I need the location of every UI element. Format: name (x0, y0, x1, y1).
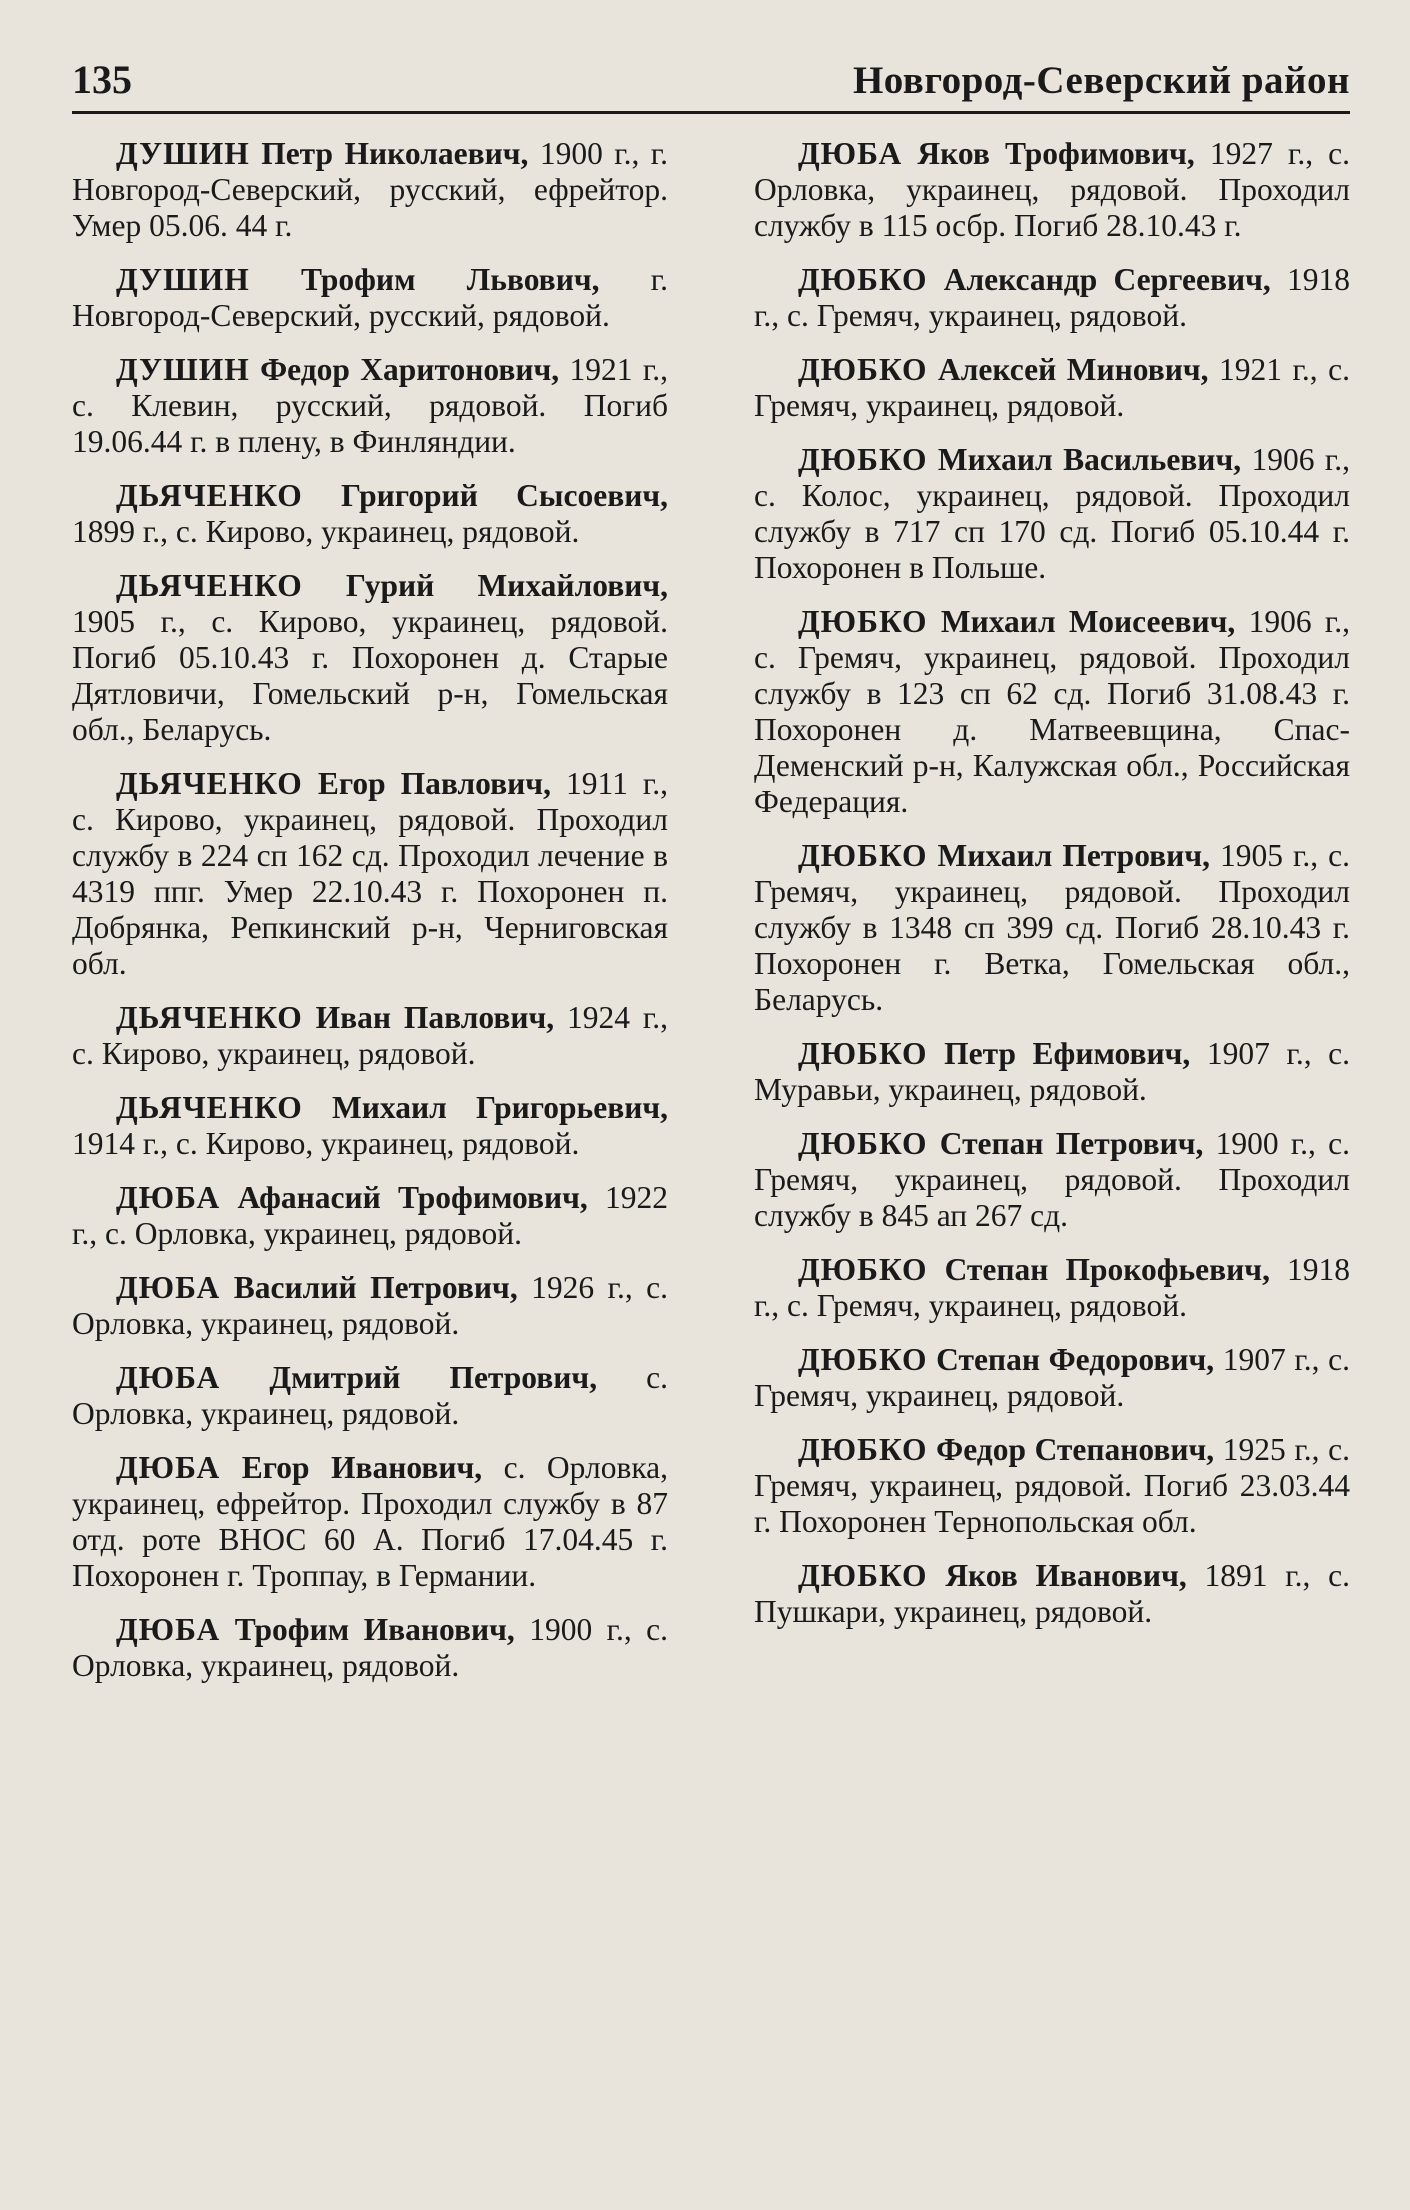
person-name (116, 352, 559, 387)
person-entry (754, 136, 1350, 244)
page-header (72, 56, 1350, 114)
person-details: 1906 г., с. Колос, украинец, рядовой. Проходил службу в 717 сп 170 сд. Погиб 05.10.44 г. Похоронен в Польше. (754, 442, 1351, 585)
right-column (754, 136, 1350, 1702)
person-details: 1905 г., с. Кирово, украинец, рядовой. Погиб 05.10.43 г. Похоронен д. Старые Дятловичи, Гомельский р-н, Гомельская обл., Беларусь. (72, 604, 668, 747)
person-details: 1907 г., с. Муравьи, украинец, рядовой. (754, 1036, 1351, 1107)
person-given-names: Егор Иванович, (241, 1450, 483, 1485)
person-details: 1921 г., с. Гремяч, украинец, рядовой. (754, 352, 1350, 423)
person-entry (72, 1450, 668, 1594)
person-given-names: Василий Петрович, (233, 1270, 518, 1305)
district-title: Новгород-Северский район (852, 59, 1350, 102)
person-surname: ДУШИН (116, 136, 250, 171)
person-name (116, 478, 668, 513)
person-details: 1914 г., с. Кирово, украинец, рядовой. (72, 1126, 580, 1161)
person-given-names: Егор Павлович, (317, 766, 551, 801)
person-surname: ДЮБКО (798, 352, 928, 387)
person-details: 1918 г., с. Гремяч, украинец, рядовой. (754, 262, 1350, 333)
person-surname: ДЮБКО (798, 1432, 928, 1467)
person-given-names: Степан Прокофьевич, (944, 1252, 1270, 1287)
person-entry (754, 1252, 1350, 1324)
person-surname: ДЮБКО (798, 262, 928, 297)
person-given-names: Трофим Львович, (301, 262, 600, 297)
person-entry (754, 1126, 1350, 1234)
person-details: 1900 г., с. Гремяч, украинец, рядовой. Проходил службу в 845 ап 267 сд. (754, 1126, 1350, 1233)
person-details: 1922 г., с. Орловка, украинец, рядовой. (72, 1180, 669, 1251)
person-details: 1927 г., с. Орловка, украинец, рядовой. Проходил службу в 115 осбр. Погиб 28.10.43 г. (754, 136, 1351, 243)
person-given-names: Дмитрий Петрович, (269, 1360, 598, 1395)
person-details: с. Орловка, украинец, ефрейтор. Проходил службу в 87 отд. роте ВНОС 60 А. Погиб 17.04.45 г. Похоронен г. Троппау, в Германии. (72, 1450, 669, 1593)
person-entry (72, 478, 668, 550)
person-name (116, 136, 528, 171)
person-name (798, 1558, 1187, 1593)
person-name (116, 1000, 554, 1035)
person-entry (754, 1432, 1350, 1540)
person-entry (754, 604, 1350, 820)
person-name (116, 1180, 588, 1215)
person-name (116, 262, 599, 297)
person-name (798, 1342, 1214, 1377)
person-details: 1891 г., с. Пушкари, украинец, рядовой. (754, 1558, 1351, 1629)
person-details: 1900 г., г. Новгород-Северский, русский, ефрейтор. Умер 05.06. 44 г. (72, 136, 669, 243)
person-name (798, 838, 1210, 873)
person-entry (72, 766, 668, 982)
person-entry (754, 442, 1350, 586)
person-details: 1905 г., с. Гремяч, украинец, рядовой. Проходил службу в 1348 сп 399 сд. Погиб 28.10.43 г. Похоронен г. Ветка, Гомельская обл., Беларусь. (754, 838, 1350, 1017)
person-given-names: Яков Трофимович, (917, 136, 1195, 171)
person-entry (72, 262, 668, 334)
person-entry (72, 136, 668, 244)
person-surname: ДЮБКО (798, 1126, 928, 1161)
person-surname: ДЮБКО (798, 442, 928, 477)
person-surname: ДЬЯЧЕНКО (116, 766, 303, 801)
person-surname: ДУШИН (116, 262, 250, 297)
person-entry (754, 1558, 1350, 1630)
person-name (116, 1612, 515, 1647)
person-given-names: Петр Николаевич, (261, 136, 529, 171)
person-given-names: Федор Харитонович, (260, 352, 560, 387)
person-name (798, 604, 1235, 639)
person-given-names: Михаил Григорьевич, (332, 1090, 668, 1125)
person-name (798, 1432, 1214, 1467)
person-name (798, 442, 1241, 477)
person-name (798, 262, 1271, 297)
person-entry (72, 352, 668, 460)
text-columns (72, 136, 1350, 1702)
person-surname: ДЮБКО (798, 1342, 928, 1377)
person-entry (754, 838, 1350, 1018)
person-name (116, 766, 551, 801)
person-details: 1911 г., с. Кирово, украинец, рядовой. Проходил службу в 224 сп 162 сд. Проходил лечение в 4319 ппг. Умер 22.10.43 г. Похоронен п. Добрянка, Репкинский р-н, Черниговская обл. (72, 766, 668, 981)
person-details: 1906 г., с. Гремяч, украинец, рядовой. Проходил службу в 123 сп 62 сд. Погиб 31.08.43 г. Похоронен д. Матвеевщина, Спас-Деменский р-н, Калужская обл., Российская Федерация. (754, 604, 1351, 819)
person-surname: ДЮБКО (798, 604, 928, 639)
person-details: 1921 г., с. Клевин, русский, рядовой. Погиб 19.06.44 г. в плену, в Финляндии. (72, 352, 668, 459)
person-entry (754, 262, 1350, 334)
person-details: 1899 г., с. Кирово, украинец, рядовой. (72, 514, 580, 549)
person-given-names: Григорий Сысоевич, (341, 478, 668, 513)
person-surname: ДЬЯЧЕНКО (116, 478, 303, 513)
person-given-names: Степан Петрович, (939, 1126, 1204, 1161)
person-name (798, 352, 1209, 387)
person-given-names: Иван Павлович, (315, 1000, 555, 1035)
person-surname: ДЮБА (116, 1270, 221, 1305)
person-details: г. Новгород-Северский, русский, рядовой. (72, 262, 668, 333)
person-surname: ДЮБА (116, 1360, 221, 1395)
person-surname: ДЮБКО (798, 838, 928, 873)
person-entry (72, 1000, 668, 1072)
left-column (72, 136, 668, 1702)
person-name (798, 1252, 1270, 1287)
person-name (798, 1126, 1203, 1161)
person-given-names: Степан Федорович, (936, 1342, 1215, 1377)
person-surname: ДЮБА (116, 1612, 221, 1647)
person-details: 1926 г., с. Орловка, украинец, рядовой. (72, 1270, 669, 1341)
person-name (798, 136, 1195, 171)
person-surname: ДЬЯЧЕНКО (116, 1000, 303, 1035)
person-surname: ДЮБА (116, 1450, 221, 1485)
person-name (116, 1270, 518, 1305)
page-number: 135 (72, 57, 132, 102)
person-surname: ДЬЯЧЕНКО (116, 568, 303, 603)
person-given-names: Петр Ефимович, (944, 1036, 1191, 1071)
person-surname: ДЮБА (116, 1180, 221, 1215)
person-name (116, 1090, 668, 1125)
person-surname: ДЮБКО (798, 1558, 928, 1593)
person-details: 1924 г., с. Кирово, украинец, рядовой. (72, 1000, 669, 1071)
person-name (116, 1360, 597, 1395)
person-details: 1925 г., с. Гремяч, украинец, рядовой. Погиб 23.03.44 г. Похоронен Тернопольская обл. (754, 1432, 1350, 1539)
person-entry (72, 568, 668, 748)
person-given-names: Михаил Моисеевич, (940, 604, 1236, 639)
person-details: с. Орловка, украинец, рядовой. (72, 1360, 669, 1431)
person-surname: ДЮБКО (798, 1252, 928, 1287)
person-given-names: Михаил Петрович, (937, 838, 1210, 873)
person-surname: ДЮБА (798, 136, 903, 171)
person-given-names: Александр Сергеевич, (943, 262, 1271, 297)
person-details: 1900 г., с. Орловка, украинец, рядовой. (72, 1612, 668, 1683)
person-entry (72, 1180, 668, 1252)
person-given-names: Федор Степанович, (936, 1432, 1215, 1467)
person-given-names: Яков Иванович, (945, 1558, 1187, 1593)
person-entry (72, 1270, 668, 1342)
person-surname: ДЮБКО (798, 1036, 928, 1071)
person-given-names: Алексей Минович, (938, 352, 1209, 387)
person-entry (754, 1036, 1350, 1108)
person-name (116, 1450, 482, 1485)
person-surname: ДУШИН (116, 352, 250, 387)
person-name (116, 568, 668, 603)
person-entry (72, 1612, 668, 1684)
person-name (798, 1036, 1190, 1071)
person-entry (72, 1090, 668, 1162)
person-details: 1918 г., с. Гремяч, украинец, рядовой. (754, 1252, 1350, 1323)
person-given-names: Гурий Михайлович, (345, 568, 669, 603)
person-entry (72, 1360, 668, 1432)
person-entry (754, 1342, 1350, 1414)
person-surname: ДЬЯЧЕНКО (116, 1090, 303, 1125)
person-details: 1907 г., с. Гремяч, украинец, рядовой. (754, 1342, 1350, 1413)
person-given-names: Трофим Иванович, (234, 1612, 515, 1647)
person-given-names: Афанасий Трофимович, (237, 1180, 588, 1215)
person-given-names: Михаил Васильевич, (937, 442, 1242, 477)
person-entry (754, 352, 1350, 424)
